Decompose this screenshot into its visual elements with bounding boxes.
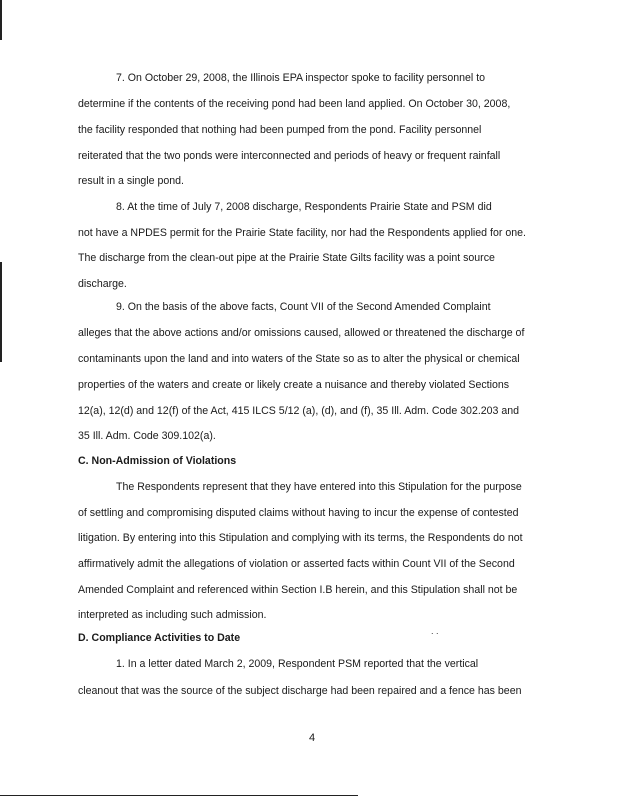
section-c-line-2: of settling and compromising disputed claims without having to incur the expense of contested bbox=[78, 507, 519, 519]
section-c-line-4: affirmatively admit the allegations of violation or asserted facts within Count VII of the Second bbox=[78, 558, 515, 570]
paragraph-9-line-2: alleges that the above actions and/or omissions caused, allowed or threatened the discharge of bbox=[78, 327, 525, 339]
section-d-heading: D. Compliance Activities to Date bbox=[78, 632, 241, 644]
left-margin-rule-middle bbox=[0, 262, 2, 362]
paragraph-8-line-4: discharge. bbox=[78, 278, 127, 290]
paragraph-7-line-3: the facility responded that nothing had been pumped from the pond. Facility personnel bbox=[78, 124, 482, 136]
paragraph-9-line-3: contaminants upon the land and into waters of the State so as to alter the physical or chemical bbox=[78, 353, 520, 365]
paragraph-7-line-5: result in a single pond. bbox=[78, 175, 185, 187]
paragraph-7-line-2: determine if the contents of the receiving pond had been land applied. On October 30, 2008, bbox=[78, 98, 511, 110]
bottom-edge-line bbox=[0, 795, 358, 796]
stray-mark: . . bbox=[431, 626, 439, 636]
section-c-heading: C. Non-Admission of Violations bbox=[78, 455, 237, 467]
paragraph-8-line-3: The discharge from the clean-out pipe at the Prairie State Gilts facility was a point source bbox=[78, 252, 495, 264]
left-margin-rule-top bbox=[0, 0, 2, 40]
paragraph-9-line-6: 35 Ill. Adm. Code 309.102(a). bbox=[78, 430, 216, 442]
page-number: 4 bbox=[308, 732, 316, 744]
section-d-line-2: cleanout that was the source of the subject discharge had been repaired and a fence has been bbox=[78, 685, 522, 697]
paragraph-9-line-4: properties of the waters and create or likely create a nuisance and thereby violated Sections bbox=[78, 379, 510, 391]
section-d-line-1: 1. In a letter dated March 2, 2009, Respondent PSM reported that the vertical bbox=[116, 658, 479, 670]
section-c-line-6: interpreted as including such admission. bbox=[78, 609, 267, 621]
section-c-line-3: litigation. By entering into this Stipulation and complying with its terms, the Respondents do not bbox=[78, 532, 523, 544]
paragraph-7-line-4: reiterated that the two ponds were interconnected and periods of heavy or frequent rainfall bbox=[78, 150, 501, 162]
section-c-line-5: Amended Complaint and referenced within Section I.B herein, and this Stipulation shall not be bbox=[78, 584, 518, 596]
paragraph-9-line-1: 9. On the basis of the above facts, Count VII of the Second Amended Complaint bbox=[116, 301, 491, 313]
paragraph-7-line-1: 7. On October 29, 2008, the Illinois EPA inspector spoke to facility personnel to bbox=[116, 72, 486, 84]
paragraph-9-line-5: 12(a), 12(d) and 12(f) of the Act, 415 ILCS 5/12 (a), (d), and (f), 35 Ill. Adm. Code 302.203 and bbox=[78, 405, 520, 417]
paragraph-8-line-2: not have a NPDES permit for the Prairie State facility, nor had the Respondents applied for one. bbox=[78, 227, 526, 239]
section-c-line-1: The Respondents represent that they have entered into this Stipulation for the purpose bbox=[116, 481, 522, 493]
paragraph-8-line-1: 8. At the time of July 7, 2008 discharge, Respondents Prairie State and PSM did bbox=[116, 201, 492, 213]
